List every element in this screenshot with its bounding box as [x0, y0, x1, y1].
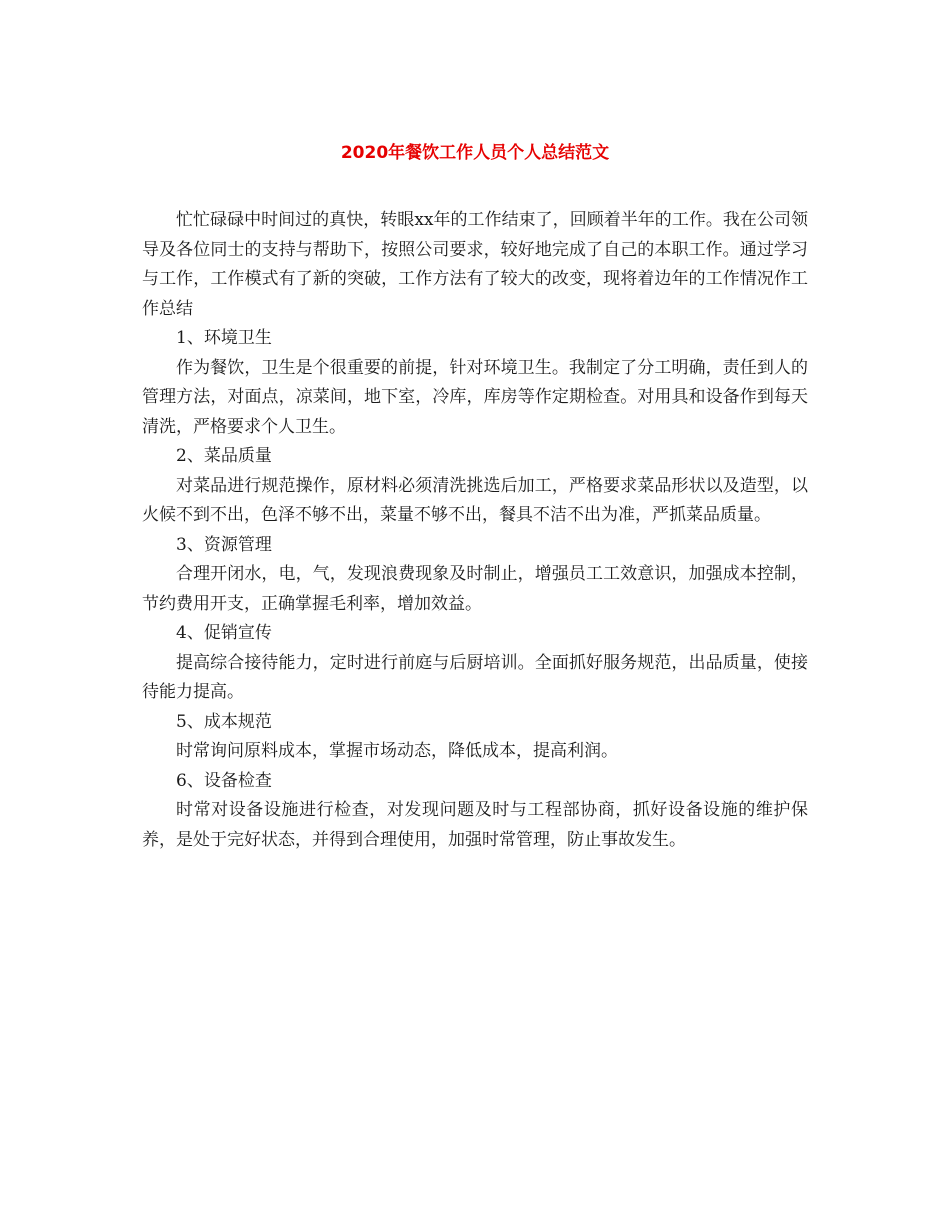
section-heading-environment: 1、环境卫生 — [176, 328, 272, 348]
intro-paragraph: 忙忙碌碌中时间过的真快，转眼xx年的工作结束了，回顾着半年的工作。我在公司领导及各位同士的支持与帮助下，按照公司要求，较好地完成了自己的本职工作。通过学习与工作，工作模式有了新的突破，工作方法有了较大的改变，现将着边年的工作情况作工作总结 — [142, 210, 808, 319]
section-paragraph-equipment: 时常对设备设施进行检查，对发现问题及时与工程部协商，抓好设备设施的维护保养，是处于完好状态，并得到合理使用，加强时常管理，防止事故发生。 — [142, 800, 808, 850]
section-paragraph-promotion: 提高综合接待能力，定时进行前庭与后厨培训。全面抓好服务规范，出品质量，使接待能力提高。 — [142, 652, 808, 702]
section-heading-cost: 5、成本规范 — [176, 711, 272, 732]
section-heading-promotion: 4、促销宣传 — [176, 623, 272, 643]
section-heading-equipment: 6、设备检查 — [176, 770, 272, 791]
section-paragraph-environment: 作为餐饮，卫生是个很重要的前提，针对环境卫生。我制定了分工明确，责任到人的管理方法，对面点，凉菜间，地下室，冷库，库房等作定期检查。对用具和设备作到每天清洗，严格要求个人卫生。 — [142, 357, 808, 437]
section-paragraph-resources: 合理开闭水，电，气，发现浪费现象及时制止，增强员工工效意识，加强成本控制，节约费用开支，正确掌握毛利率，增加效益。 — [142, 564, 808, 614]
section-heading-resources: 3、资源管理 — [176, 534, 272, 555]
document-title: 2020年餐饮工作人员个人总结范文 — [340, 143, 610, 163]
section-heading-dish-quality: 2、菜品质量 — [176, 446, 272, 466]
section-paragraph-dish-quality: 对菜品进行规范操作，原材料必须清洗挑选后加工，严格要求菜品形状以及造型，以火候不到不出，色泽不够不出，菜量不够不出，餐具不洁不出为准，严抓菜品质量。 — [142, 475, 808, 525]
document-body — [142, 206, 808, 855]
section-paragraph-cost: 时常询问原料成本，掌握市场动态，降低成本，提高利润。 — [176, 741, 618, 761]
